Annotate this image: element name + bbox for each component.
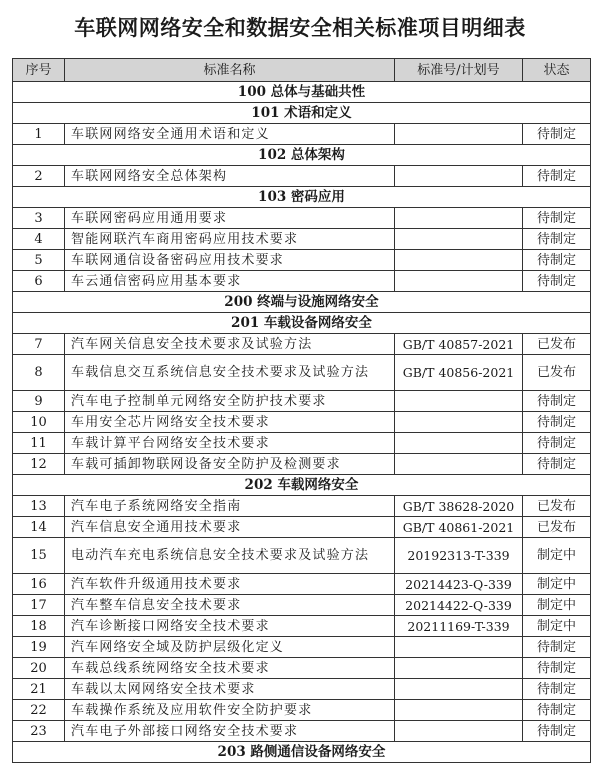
standard-name: 车载总线系统网络安全技术要求 [65,658,395,679]
standard-number [395,433,523,454]
standard-name: 汽车网关信息安全技术要求及试验方法 [65,334,395,355]
table-row [13,517,591,538]
section-row [13,103,591,124]
standard-number [395,124,523,145]
standard-name: 车联网网络安全通用术语和定义 [65,124,395,145]
status-cell: 已发布 [523,355,591,391]
row-number: 6 [13,271,65,292]
table-row [13,334,591,355]
row-number: 14 [13,517,65,538]
section-title: 203 路侧通信设备网络安全 [13,742,591,763]
row-number: 21 [13,679,65,700]
table-row [13,355,591,391]
standard-number: 20214422-Q-339 [395,595,523,616]
page-title: 车联网网络安全和数据安全相关标准项目明细表 [74,15,526,40]
standard-number: GB/T 38628-2020 [395,496,523,517]
row-number: 2 [13,166,65,187]
standard-name: 汽车电子外部接口网络安全技术要求 [65,721,395,742]
table-row [13,616,591,637]
table-row [13,679,591,700]
standard-number [395,250,523,271]
standard-number [395,229,523,250]
section-row [13,292,591,313]
table-row [13,250,591,271]
row-number: 23 [13,721,65,742]
header-no: 序号 [13,59,65,82]
row-number: 12 [13,454,65,475]
table-body [13,82,591,763]
standard-name: 车载以太网网络安全技术要求 [65,679,395,700]
section-title: 200 终端与设施网络安全 [13,292,591,313]
status-cell: 待制定 [523,391,591,412]
table-row [13,538,591,574]
table-row [13,721,591,742]
row-number: 10 [13,412,65,433]
table-row [13,229,591,250]
status-cell: 待制定 [523,454,591,475]
row-number: 1 [13,124,65,145]
table-row [13,574,591,595]
section-row [13,742,591,763]
standard-name: 车用安全芯片网络安全技术要求 [65,412,395,433]
section-title: 103 密码应用 [13,187,591,208]
standard-name: 车载计算平台网络安全技术要求 [65,433,395,454]
section-title: 101 术语和定义 [13,103,591,124]
status-cell: 待制定 [523,700,591,721]
table-row [13,496,591,517]
row-number: 16 [13,574,65,595]
standard-name: 汽车信息安全通用技术要求 [65,517,395,538]
status-cell: 制定中 [523,574,591,595]
status-cell: 待制定 [523,412,591,433]
status-cell: 待制定 [523,679,591,700]
section-title: 102 总体架构 [13,145,591,166]
row-number: 22 [13,700,65,721]
row-number: 13 [13,496,65,517]
status-cell: 待制定 [523,229,591,250]
standards-table [12,58,591,763]
row-number: 7 [13,334,65,355]
standard-number: GB/T 40857-2021 [395,334,523,355]
status-cell: 待制定 [523,658,591,679]
standard-name: 车联网通信设备密码应用技术要求 [65,250,395,271]
row-number: 8 [13,355,65,391]
table-row [13,166,591,187]
status-cell: 待制定 [523,250,591,271]
standard-number: GB/T 40861-2021 [395,517,523,538]
status-cell: 待制定 [523,208,591,229]
section-row [13,82,591,103]
status-cell: 待制定 [523,271,591,292]
row-number: 17 [13,595,65,616]
standard-number: 20214423-Q-339 [395,574,523,595]
row-number: 11 [13,433,65,454]
standard-number [395,700,523,721]
table-header-row [13,59,591,82]
standard-number [395,271,523,292]
standard-number [395,412,523,433]
standard-number [395,658,523,679]
row-number: 4 [13,229,65,250]
header-name: 标准名称 [65,59,395,82]
section-title: 202 车载网络安全 [13,475,591,496]
row-number: 3 [13,208,65,229]
section-row [13,145,591,166]
standard-number: GB/T 40856-2021 [395,355,523,391]
row-number: 5 [13,250,65,271]
table-row [13,391,591,412]
status-cell: 待制定 [523,124,591,145]
status-cell: 待制定 [523,166,591,187]
table-row [13,208,591,229]
standard-number [395,721,523,742]
row-number: 19 [13,637,65,658]
table-row [13,637,591,658]
standard-name: 车联网密码应用通用要求 [65,208,395,229]
standard-name: 汽车诊断接口网络安全技术要求 [65,616,395,637]
section-title: 201 车载设备网络安全 [13,313,591,334]
standard-name: 汽车网络安全域及防护层级化定义 [65,637,395,658]
row-number: 20 [13,658,65,679]
table-row [13,700,591,721]
header-std: 标准号/计划号 [395,59,523,82]
status-cell: 制定中 [523,595,591,616]
status-cell: 已发布 [523,496,591,517]
standard-number [395,208,523,229]
section-title: 100 总体与基础共性 [13,82,591,103]
table-row [13,412,591,433]
standard-name: 车载可插卸物联网设备安全防护及检测要求 [65,454,395,475]
table-row [13,271,591,292]
row-number: 18 [13,616,65,637]
section-row [13,313,591,334]
table-row [13,595,591,616]
standard-number [395,454,523,475]
table-row [13,454,591,475]
table-row [13,658,591,679]
standard-name: 智能网联汽车商用密码应用技术要求 [65,229,395,250]
status-cell: 待制定 [523,433,591,454]
table-row [13,124,591,145]
standard-number: 20211169-T-339 [395,616,523,637]
standard-name: 车云通信密码应用基本要求 [65,271,395,292]
header-status: 状态 [523,59,591,82]
status-cell: 已发布 [523,517,591,538]
standard-number [395,679,523,700]
standard-number [395,166,523,187]
standard-name: 车载信息交互系统信息安全技术要求及试验方法 [65,355,395,391]
section-row [13,187,591,208]
standard-number [395,391,523,412]
row-number: 9 [13,391,65,412]
section-row [13,475,591,496]
standard-name: 汽车软件升级通用技术要求 [65,574,395,595]
status-cell: 待制定 [523,721,591,742]
standard-number [395,637,523,658]
standard-name: 汽车电子系统网络安全指南 [65,496,395,517]
status-cell: 已发布 [523,334,591,355]
table-row [13,433,591,454]
standard-name: 车联网网络安全总体架构 [65,166,395,187]
standard-number: 20192313-T-339 [395,538,523,574]
standard-name: 车载操作系统及应用软件安全防护要求 [65,700,395,721]
status-cell: 待制定 [523,637,591,658]
status-cell: 制定中 [523,616,591,637]
row-number: 15 [13,538,65,574]
standard-name: 电动汽车充电系统信息安全技术要求及试验方法 [65,538,395,574]
status-cell: 制定中 [523,538,591,574]
standard-name: 汽车整车信息安全技术要求 [65,595,395,616]
standard-name: 汽车电子控制单元网络安全防护技术要求 [65,391,395,412]
